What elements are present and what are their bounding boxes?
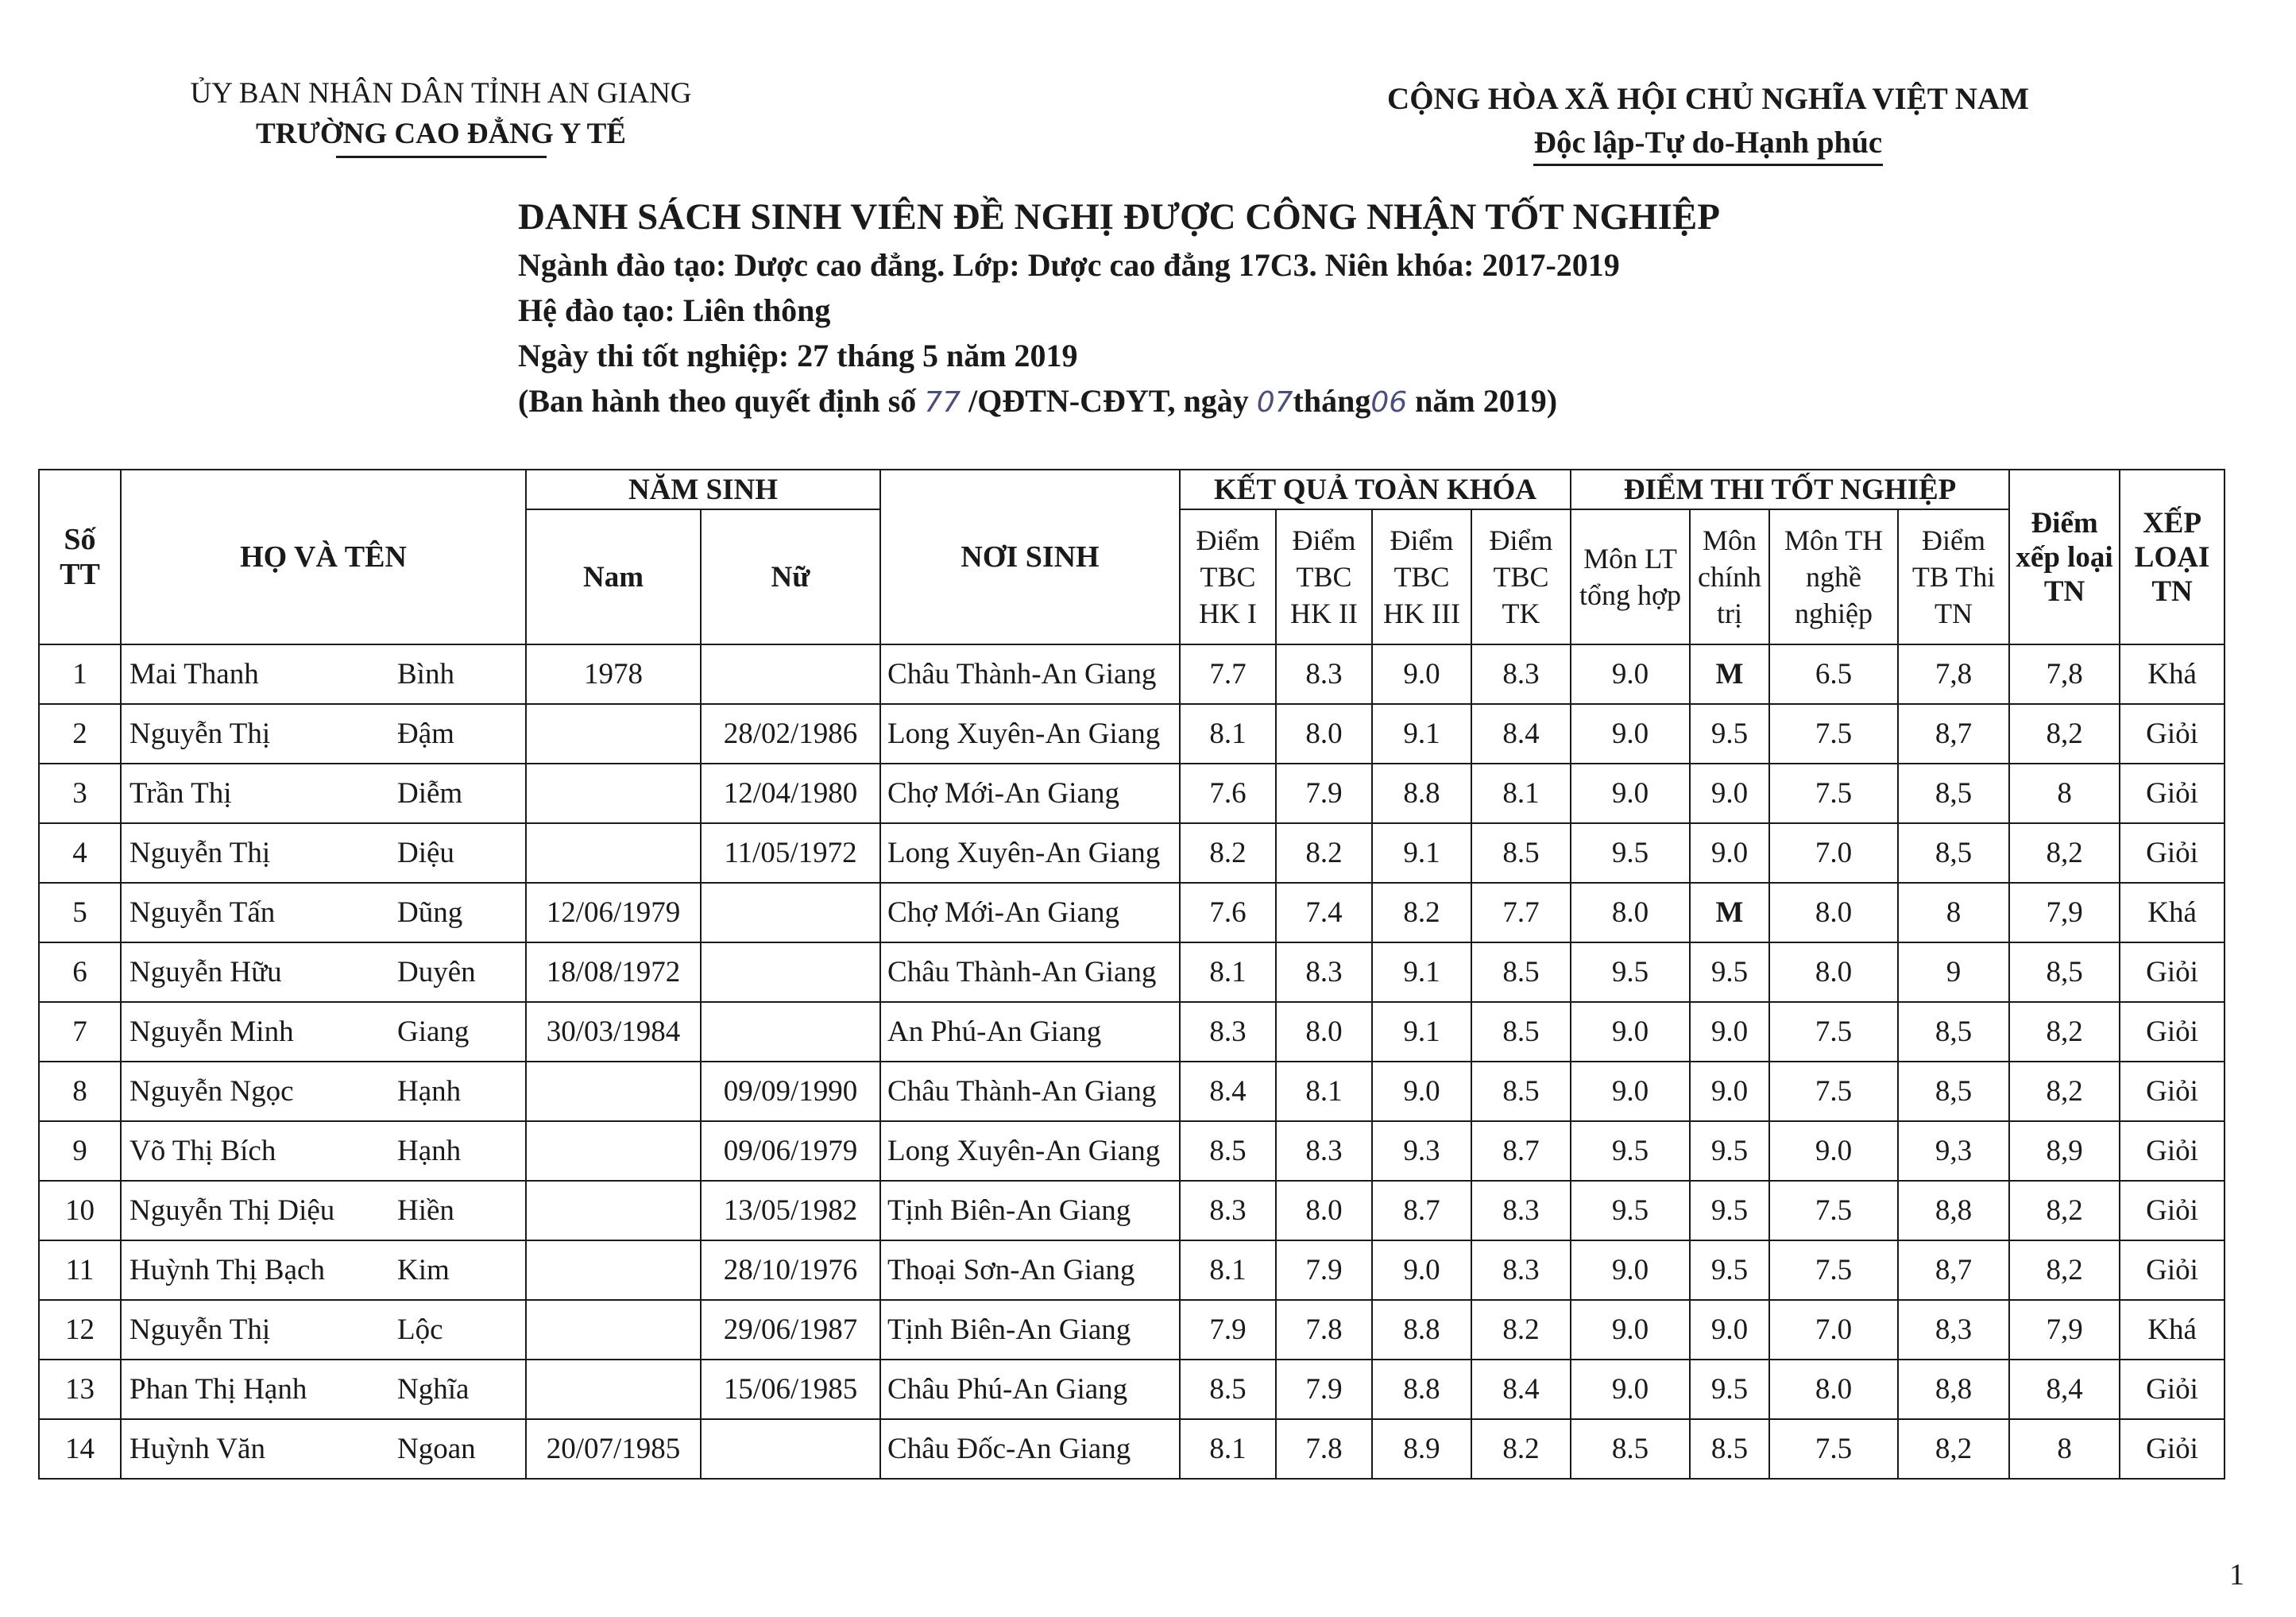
col-birth-year-header: NĂM SINH <box>526 470 880 509</box>
cell-ct: 9.5 <box>1690 942 1769 1002</box>
cell-nu: 12/04/1980 <box>701 764 880 823</box>
cell-hk1: 8.3 <box>1180 1181 1276 1240</box>
cell-stt: 1 <box>39 644 121 704</box>
cell-hk1: 8.5 <box>1180 1360 1276 1419</box>
cell-th: 6.5 <box>1769 644 1898 704</box>
cell-first: Lộc <box>391 1300 526 1360</box>
cell-xl: Giỏi <box>2120 1002 2224 1062</box>
cell-nam: 1978 <box>526 644 701 704</box>
cell-hk1: 8.3 <box>1180 1002 1276 1062</box>
cell-lt: 9.0 <box>1571 1300 1690 1360</box>
cell-last: Nguyễn Thị <box>121 823 391 883</box>
cell-th: 7.5 <box>1769 1181 1898 1240</box>
table-row <box>39 1181 2224 1240</box>
cell-th: 7.5 <box>1769 704 1898 764</box>
cell-stt: 9 <box>39 1121 121 1181</box>
col-female-header: Nữ <box>701 509 880 644</box>
cell-th: 7.5 <box>1769 764 1898 823</box>
cell-stt: 8 <box>39 1062 121 1121</box>
cell-hk3: 9.1 <box>1372 823 1471 883</box>
cell-tb: 8,7 <box>1898 704 2009 764</box>
cell-ct: M <box>1690 883 1769 942</box>
cell-lt: 9.0 <box>1571 1240 1690 1300</box>
cell-hk3: 9.0 <box>1372 644 1471 704</box>
cell-lt: 9.0 <box>1571 704 1690 764</box>
cell-first: Giang <box>391 1002 526 1062</box>
cell-xld: 8 <box>2009 764 2120 823</box>
cell-th: 7.5 <box>1769 1240 1898 1300</box>
cell-ct: 9.0 <box>1690 1062 1769 1121</box>
cell-hk1: 8.1 <box>1180 1419 1276 1479</box>
cell-tk: 8.5 <box>1471 1062 1571 1121</box>
cell-xl: Khá <box>2120 644 2224 704</box>
cell-nu: 15/06/1985 <box>701 1360 880 1419</box>
cell-nu <box>701 1419 880 1479</box>
cell-nu: 28/02/1986 <box>701 704 880 764</box>
cell-hk3: 9.1 <box>1372 1002 1471 1062</box>
cell-last: Võ Thị Bích <box>121 1121 391 1181</box>
cell-nam: 18/08/1972 <box>526 942 701 1002</box>
cell-xld: 8,9 <box>2009 1121 2120 1181</box>
cell-first: Dũng <box>391 883 526 942</box>
cell-tb: 8 <box>1898 883 2009 942</box>
cell-place: Long Xuyên-An Giang <box>880 1121 1180 1181</box>
cell-place: An Phú-An Giang <box>880 1002 1180 1062</box>
cell-tk: 8.3 <box>1471 1240 1571 1300</box>
cell-stt: 12 <box>39 1300 121 1360</box>
cell-tk: 8.2 <box>1471 1419 1571 1479</box>
decision-day-handwritten: 07 <box>1256 386 1293 419</box>
table-row <box>39 883 2224 942</box>
training-system-info: Hệ đào tạo: Liên thông <box>518 292 831 328</box>
cell-xl: Giỏi <box>2120 1360 2224 1419</box>
cell-xld: 7,9 <box>2009 883 2120 942</box>
cell-hk2: 8.0 <box>1276 1181 1372 1240</box>
cell-hk2: 7.4 <box>1276 883 1372 942</box>
cell-th: 9.0 <box>1769 1121 1898 1181</box>
cell-place: Châu Thành-An Giang <box>880 942 1180 1002</box>
cell-hk2: 8.2 <box>1276 823 1372 883</box>
cell-stt: 11 <box>39 1240 121 1300</box>
cell-stt: 5 <box>39 883 121 942</box>
cell-tb: 8,7 <box>1898 1240 2009 1300</box>
cell-stt: 3 <box>39 764 121 823</box>
cell-stt: 2 <box>39 704 121 764</box>
cell-first: Diệu <box>391 823 526 883</box>
cell-th: 8.0 <box>1769 942 1898 1002</box>
cell-xl: Giỏi <box>2120 1121 2224 1181</box>
cell-nam <box>526 1062 701 1121</box>
cell-hk1: 8.5 <box>1180 1121 1276 1181</box>
cell-hk3: 8.8 <box>1372 1300 1471 1360</box>
col-ct-header: Môn chính trị <box>1690 509 1769 644</box>
col-birthplace-header: NƠI SINH <box>880 470 1180 644</box>
table-row <box>39 1002 2224 1062</box>
cell-ct: 9.5 <box>1690 1181 1769 1240</box>
cell-xl: Khá <box>2120 1300 2224 1360</box>
decision-text-2: /QĐTN-CĐYT, ngày <box>961 383 1257 419</box>
cell-xld: 8 <box>2009 1419 2120 1479</box>
cell-hk3: 8.7 <box>1372 1181 1471 1240</box>
cell-hk3: 9.1 <box>1372 942 1471 1002</box>
cell-last: Huỳnh Thị Bạch <box>121 1240 391 1300</box>
cell-place: Thoại Sơn-An Giang <box>880 1240 1180 1300</box>
cell-hk3: 8.8 <box>1372 764 1471 823</box>
cell-tb: 9 <box>1898 942 2009 1002</box>
cell-xl: Giỏi <box>2120 942 2224 1002</box>
cell-stt: 6 <box>39 942 121 1002</box>
col-hk1-header: Điểm TBC HK I <box>1180 509 1276 644</box>
cell-hk2: 8.3 <box>1276 1121 1372 1181</box>
cell-tk: 8.4 <box>1471 704 1571 764</box>
cell-tb: 8,5 <box>1898 1002 2009 1062</box>
cell-place: Châu Đốc-An Giang <box>880 1419 1180 1479</box>
cell-th: 7.0 <box>1769 823 1898 883</box>
cell-hk3: 8.8 <box>1372 1360 1471 1419</box>
cell-lt: 8.0 <box>1571 883 1690 942</box>
cell-lt: 9.0 <box>1571 1062 1690 1121</box>
cell-ct: 9.5 <box>1690 1360 1769 1419</box>
cell-hk2: 8.1 <box>1276 1062 1372 1121</box>
cell-xl: Giỏi <box>2120 823 2224 883</box>
cell-first: Hạnh <box>391 1062 526 1121</box>
cell-last: Nguyễn Ngọc <box>121 1062 391 1121</box>
decision-text-3: tháng <box>1293 383 1371 419</box>
school-name: TRƯỜNG CAO ĐẲNG Y TẾ <box>256 118 626 150</box>
cell-stt: 10 <box>39 1181 121 1240</box>
col-stt-header: Số TT <box>39 470 121 644</box>
cell-nu <box>701 942 880 1002</box>
cell-th: 7.5 <box>1769 1419 1898 1479</box>
document-title-block <box>518 195 1900 420</box>
decision-text-4: năm 2019) <box>1407 383 1558 419</box>
cell-last: Nguyễn Minh <box>121 1002 391 1062</box>
cell-hk1: 7.6 <box>1180 764 1276 823</box>
cell-hk3: 9.3 <box>1372 1121 1471 1181</box>
cell-tk: 8.5 <box>1471 823 1571 883</box>
cell-nu: 09/06/1979 <box>701 1121 880 1181</box>
cell-xld: 8,4 <box>2009 1360 2120 1419</box>
cell-ct: 9.5 <box>1690 1121 1769 1181</box>
cell-hk1: 8.1 <box>1180 1240 1276 1300</box>
decision-number-handwritten: 77 <box>924 386 961 419</box>
cell-nam <box>526 823 701 883</box>
cell-hk1: 7.6 <box>1180 883 1276 942</box>
school-name-underline <box>336 156 547 158</box>
cell-xld: 8,2 <box>2009 1062 2120 1121</box>
cell-nu: 28/10/1976 <box>701 1240 880 1300</box>
cell-tk: 8.4 <box>1471 1360 1571 1419</box>
graduation-list-table <box>38 469 2225 1480</box>
cell-lt: 9.5 <box>1571 1121 1690 1181</box>
cell-xld: 8,2 <box>2009 823 2120 883</box>
cell-tk: 8.5 <box>1471 1002 1571 1062</box>
col-exam-header: ĐIỂM THI TỐT NGHIỆP <box>1571 470 2009 509</box>
cell-hk2: 7.9 <box>1276 1360 1372 1419</box>
table-row <box>39 1062 2224 1121</box>
cell-lt: 9.5 <box>1571 823 1690 883</box>
cell-stt: 13 <box>39 1360 121 1419</box>
decision-info <box>518 382 1900 420</box>
cell-ct: 9.5 <box>1690 1240 1769 1300</box>
cell-xl: Giỏi <box>2120 1181 2224 1240</box>
col-hk3-header: Điểm TBC HK III <box>1372 509 1471 644</box>
cell-tb: 8,5 <box>1898 823 2009 883</box>
cell-nu: 29/06/1987 <box>701 1300 880 1360</box>
cell-stt: 7 <box>39 1002 121 1062</box>
cell-hk2: 7.9 <box>1276 764 1372 823</box>
cell-ct: 9.0 <box>1690 1002 1769 1062</box>
cell-hk1: 8.2 <box>1180 823 1276 883</box>
cell-xld: 8,2 <box>2009 1002 2120 1062</box>
cell-lt: 9.0 <box>1571 1360 1690 1419</box>
cell-tb: 8,8 <box>1898 1360 2009 1419</box>
motto-underline <box>1533 164 1883 166</box>
table-row <box>39 1300 2224 1360</box>
cell-nam <box>526 1240 701 1300</box>
decision-text-1: (Ban hành theo quyết định số <box>518 383 925 419</box>
cell-hk2: 8.0 <box>1276 704 1372 764</box>
cell-xl: Giỏi <box>2120 764 2224 823</box>
exam-date-info: Ngày thi tốt nghiệp: 27 tháng 5 năm 2019 <box>518 338 1078 373</box>
cell-place: Chợ Mới-An Giang <box>880 764 1180 823</box>
cell-hk1: 7.9 <box>1180 1300 1276 1360</box>
cell-first: Kim <box>391 1240 526 1300</box>
cell-last: Nguyễn Tấn <box>121 883 391 942</box>
col-tk-header: Điểm TBC TK <box>1471 509 1571 644</box>
cell-first: Hiền <box>391 1181 526 1240</box>
cell-xl: Giỏi <box>2120 704 2224 764</box>
cell-lt: 9.0 <box>1571 764 1690 823</box>
cell-last: Nguyễn Thị <box>121 704 391 764</box>
cell-place: Châu Thành-An Giang <box>880 644 1180 704</box>
cell-xld: 7,8 <box>2009 644 2120 704</box>
cell-xld: 7,9 <box>2009 1300 2120 1360</box>
cell-tk: 8.3 <box>1471 1181 1571 1240</box>
table-row <box>39 704 2224 764</box>
cell-ct: M <box>1690 644 1769 704</box>
cell-nu <box>701 883 880 942</box>
cell-lt: 9.0 <box>1571 1002 1690 1062</box>
cell-th: 7.0 <box>1769 1300 1898 1360</box>
table-row <box>39 942 2224 1002</box>
cell-first: Ngoan <box>391 1419 526 1479</box>
table-row <box>39 764 2224 823</box>
cell-tb: 8,2 <box>1898 1419 2009 1479</box>
cell-th: 8.0 <box>1769 1360 1898 1419</box>
cell-nu: 13/05/1982 <box>701 1181 880 1240</box>
cell-xld: 8,2 <box>2009 704 2120 764</box>
cell-lt: 9.0 <box>1571 644 1690 704</box>
cell-nu <box>701 1002 880 1062</box>
cell-th: 8.0 <box>1769 883 1898 942</box>
cell-first: Duyên <box>391 942 526 1002</box>
cell-xl: Giỏi <box>2120 1062 2224 1121</box>
cell-tk: 8.3 <box>1471 644 1571 704</box>
cell-hk2: 7.9 <box>1276 1240 1372 1300</box>
cell-tb: 8,5 <box>1898 1062 2009 1121</box>
col-course-results-header: KẾT QUẢ TOÀN KHÓA <box>1180 470 1571 509</box>
table-row <box>39 1240 2224 1300</box>
cell-last: Mai Thanh <box>121 644 391 704</box>
cell-nam <box>526 764 701 823</box>
cell-hk1: 8.4 <box>1180 1062 1276 1121</box>
cell-place: Tịnh Biên-An Giang <box>880 1300 1180 1360</box>
cell-place: Tịnh Biên-An Giang <box>880 1181 1180 1240</box>
national-motto: Độc lập-Tự do-Hạnh phúc <box>1533 126 1883 160</box>
cell-xl: Giỏi <box>2120 1240 2224 1300</box>
cell-xld: 8,2 <box>2009 1181 2120 1240</box>
col-classification-header: XẾP LOẠI TN <box>2120 470 2224 644</box>
cell-place: Long Xuyên-An Giang <box>880 823 1180 883</box>
cell-tk: 8.2 <box>1471 1300 1571 1360</box>
cell-xld: 8,2 <box>2009 1240 2120 1300</box>
col-lt-header: Môn LT tổng hợp <box>1571 509 1690 644</box>
cell-hk2: 7.8 <box>1276 1419 1372 1479</box>
cell-hk1: 8.1 <box>1180 704 1276 764</box>
cell-first: Bình <box>391 644 526 704</box>
cell-tb: 7,8 <box>1898 644 2009 704</box>
cell-hk2: 8.0 <box>1276 1002 1372 1062</box>
cell-tb: 9,3 <box>1898 1121 2009 1181</box>
cell-nam <box>526 1181 701 1240</box>
cell-nu: 09/09/1990 <box>701 1062 880 1121</box>
cell-place: Long Xuyên-An Giang <box>880 704 1180 764</box>
cell-ct: 9.0 <box>1690 1300 1769 1360</box>
cell-place: Châu Thành-An Giang <box>880 1062 1180 1121</box>
cell-nu: 11/05/1972 <box>701 823 880 883</box>
cell-tk: 8.1 <box>1471 764 1571 823</box>
cell-hk2: 7.8 <box>1276 1300 1372 1360</box>
cell-hk3: 9.1 <box>1372 704 1471 764</box>
cell-tk: 8.7 <box>1471 1121 1571 1181</box>
cell-ct: 9.0 <box>1690 764 1769 823</box>
cell-tb: 8,3 <box>1898 1300 2009 1360</box>
cell-nu <box>701 644 880 704</box>
cell-last: Nguyễn Thị <box>121 1300 391 1360</box>
cell-hk3: 9.0 <box>1372 1240 1471 1300</box>
cell-th: 7.5 <box>1769 1002 1898 1062</box>
decision-month-handwritten: 06 <box>1370 386 1408 419</box>
cell-nam <box>526 1300 701 1360</box>
cell-hk3: 9.0 <box>1372 1062 1471 1121</box>
cell-tb: 8,5 <box>1898 764 2009 823</box>
table-row <box>39 1121 2224 1181</box>
col-hk2-header: Điểm TBC HK II <box>1276 509 1372 644</box>
program-info: Ngành đào tạo: Dược cao đẳng. Lớp: Dược cao đẳng 17C3. Niên khóa: 2017-2019 <box>518 247 1620 283</box>
cell-xl: Giỏi <box>2120 1419 2224 1479</box>
cell-first: Nghĩa <box>391 1360 526 1419</box>
cell-nam: 12/06/1979 <box>526 883 701 942</box>
cell-xl: Khá <box>2120 883 2224 942</box>
cell-stt: 14 <box>39 1419 121 1479</box>
province-committee-name: ỦY BAN NHÂN DÂN TỈNH AN GIANG <box>190 77 692 110</box>
cell-last: Trần Thị <box>121 764 391 823</box>
cell-first: Hạnh <box>391 1121 526 1181</box>
cell-tk: 8.5 <box>1471 942 1571 1002</box>
cell-hk3: 8.2 <box>1372 883 1471 942</box>
col-male-header: Nam <box>526 509 701 644</box>
cell-hk2: 8.3 <box>1276 644 1372 704</box>
col-tb-header: Điểm TB Thi TN <box>1898 509 2009 644</box>
cell-nam <box>526 704 701 764</box>
cell-xld: 8,5 <box>2009 942 2120 1002</box>
cell-nam <box>526 1121 701 1181</box>
cell-ct: 8.5 <box>1690 1419 1769 1479</box>
table-row <box>39 644 2224 704</box>
cell-tk: 7.7 <box>1471 883 1571 942</box>
cell-lt: 9.5 <box>1571 942 1690 1002</box>
cell-place: Châu Phú-An Giang <box>880 1360 1180 1419</box>
cell-lt: 8.5 <box>1571 1419 1690 1479</box>
col-name-header: HỌ VÀ TÊN <box>121 470 526 644</box>
country-name: CỘNG HÒA XÃ HỘI CHỦ NGHĨA VIỆT NAM <box>1387 82 2029 116</box>
cell-lt: 9.5 <box>1571 1181 1690 1240</box>
cell-last: Phan Thị Hạnh <box>121 1360 391 1419</box>
cell-last: Nguyễn Hữu <box>121 942 391 1002</box>
table-row <box>39 1419 2224 1479</box>
cell-last: Huỳnh Văn <box>121 1419 391 1479</box>
col-th-header: Môn TH nghề nghiệp <box>1769 509 1898 644</box>
cell-tb: 8,8 <box>1898 1181 2009 1240</box>
issuer-header <box>163 76 719 158</box>
cell-ct: 9.5 <box>1690 704 1769 764</box>
cell-hk2: 8.3 <box>1276 942 1372 1002</box>
cell-nam <box>526 1360 701 1419</box>
cell-nam: 20/07/1985 <box>526 1419 701 1479</box>
cell-hk1: 7.7 <box>1180 644 1276 704</box>
page-number: 1 <box>2229 1558 2244 1592</box>
cell-first: Đậm <box>391 704 526 764</box>
cell-hk1: 8.1 <box>1180 942 1276 1002</box>
cell-hk3: 8.9 <box>1372 1419 1471 1479</box>
cell-stt: 4 <box>39 823 121 883</box>
col-classification-score-header: Điểm xếp loại TN <box>2009 470 2120 644</box>
table-row <box>39 1360 2224 1419</box>
national-header <box>1363 81 2054 166</box>
cell-nam: 30/03/1984 <box>526 1002 701 1062</box>
cell-last: Nguyễn Thị Diệu <box>121 1181 391 1240</box>
table-row <box>39 823 2224 883</box>
cell-first: Diễm <box>391 764 526 823</box>
cell-ct: 9.0 <box>1690 823 1769 883</box>
cell-place: Chợ Mới-An Giang <box>880 883 1180 942</box>
document-title: DANH SÁCH SINH VIÊN ĐỀ NGHỊ ĐƯỢC CÔNG NHẬN TỐT NGHIỆP <box>518 196 1720 238</box>
cell-th: 7.5 <box>1769 1062 1898 1121</box>
